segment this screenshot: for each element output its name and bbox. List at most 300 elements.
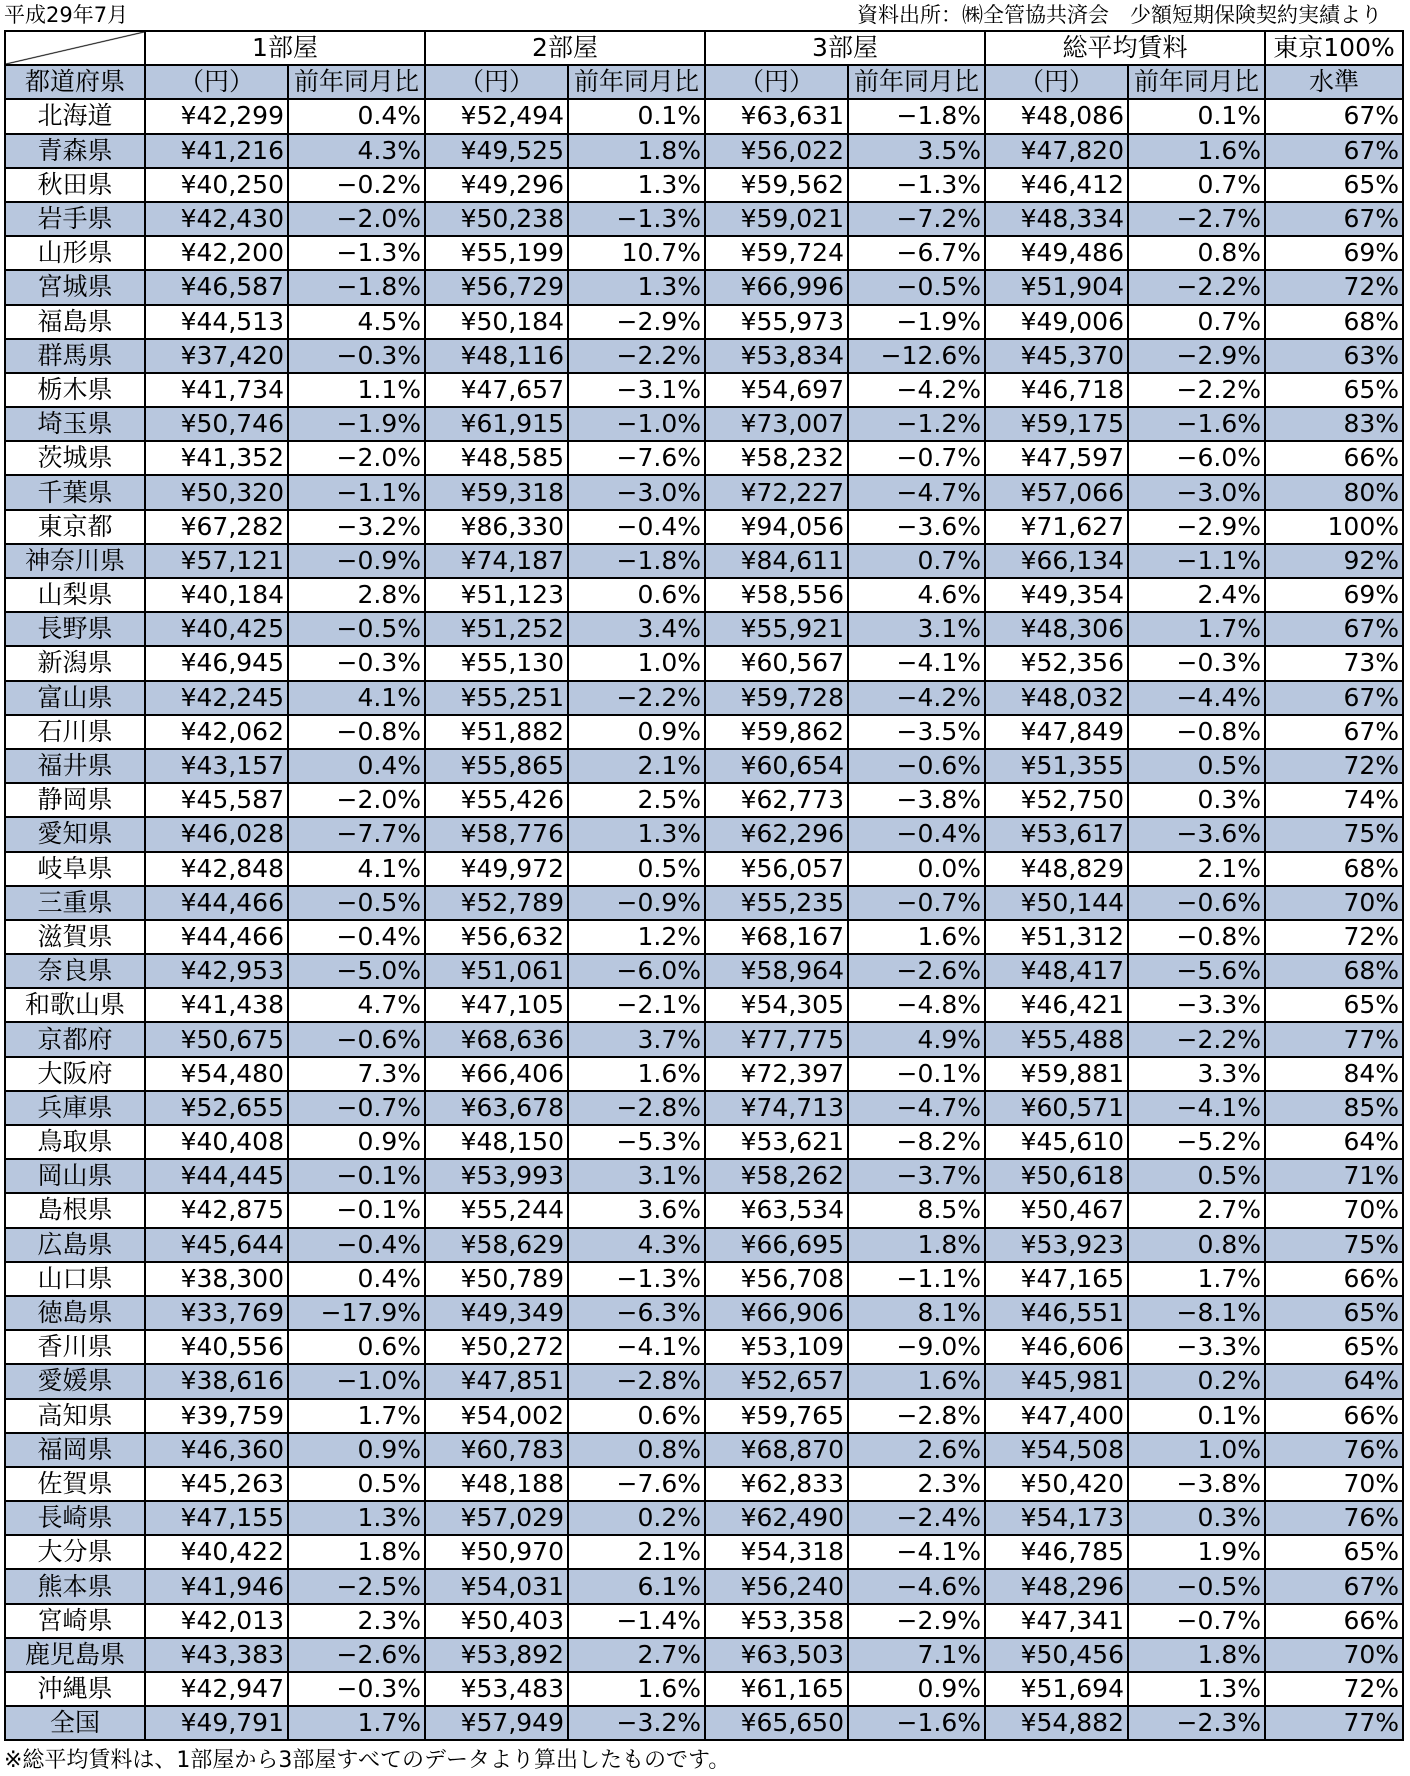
overall-yoy-cell: −3.3% — [1128, 988, 1265, 1022]
room1-yoy-cell: 1.7% — [288, 1399, 425, 1433]
room3-yoy-cell: −4.7% — [848, 475, 985, 509]
room3-rent-cell: ¥63,503 — [705, 1638, 848, 1672]
overall-rent-cell: ¥47,849 — [985, 715, 1128, 749]
overall-yoy-cell: −8.1% — [1128, 1296, 1265, 1330]
tokyo-index-cell: 66% — [1265, 1262, 1403, 1296]
room1-rent-cell: ¥41,216 — [145, 134, 288, 168]
overall-rent-cell: ¥48,296 — [985, 1569, 1128, 1603]
room1-yoy-cell: 0.6% — [288, 1330, 425, 1364]
room1-rent-cell: ¥45,644 — [145, 1228, 288, 1262]
tokyo-index-cell: 65% — [1265, 1296, 1403, 1330]
room1-yoy-cell: −0.1% — [288, 1159, 425, 1193]
tokyo-index-cell: 65% — [1265, 1330, 1403, 1364]
room3-yoy-cell: −3.7% — [848, 1159, 985, 1193]
room1-yoy-cell: −0.7% — [288, 1091, 425, 1125]
tokyo-index-cell: 67% — [1265, 1569, 1403, 1603]
tokyo-index-cell: 71% — [1265, 1159, 1403, 1193]
tokyo-index-cell: 69% — [1265, 236, 1403, 270]
tokyo-index-cell: 75% — [1265, 817, 1403, 851]
tokyo-index-cell: 70% — [1265, 1193, 1403, 1227]
tokyo-index-cell: 70% — [1265, 886, 1403, 920]
table-row — [5, 1501, 1403, 1535]
table-row — [5, 168, 1403, 202]
prefecture-cell: 奈良県 — [5, 954, 145, 988]
prefecture-cell: 栃木県 — [5, 373, 145, 407]
tokyo-index-cell: 75% — [1265, 1228, 1403, 1262]
prefecture-cell: 鳥取県 — [5, 1125, 145, 1159]
overall-yoy-cell: −2.2% — [1128, 270, 1265, 304]
overall-rent-cell: ¥48,086 — [985, 99, 1128, 133]
room3-rent-cell: ¥56,708 — [705, 1262, 848, 1296]
table-row — [5, 1604, 1403, 1638]
corner-cell — [5, 31, 145, 65]
overall-rent-cell: ¥46,718 — [985, 373, 1128, 407]
header-row-2 — [5, 65, 1403, 99]
room1-rent-cell: ¥37,420 — [145, 339, 288, 373]
table-row — [5, 954, 1403, 988]
room2-yoy-cell: −1.0% — [568, 407, 705, 441]
room1-yoy-cell: 2.8% — [288, 578, 425, 612]
table-row — [5, 612, 1403, 646]
prefecture-cell: 東京都 — [5, 510, 145, 544]
room3-yoy-cell: −2.6% — [848, 954, 985, 988]
tokyo-index-cell: 76% — [1265, 1433, 1403, 1467]
room3-yoy-cell: −3.8% — [848, 783, 985, 817]
room2-yoy-cell: −6.0% — [568, 954, 705, 988]
prefecture-cell: 長崎県 — [5, 1501, 145, 1535]
room3-yoy-cell: 0.0% — [848, 852, 985, 886]
table-row — [5, 1159, 1403, 1193]
prefecture-cell: 愛知県 — [5, 817, 145, 851]
room2-yoy-cell: −1.8% — [568, 544, 705, 578]
room1-yoy-cell: −7.7% — [288, 817, 425, 851]
room2-rent-cell: ¥55,865 — [425, 749, 568, 783]
room1-yoy-cell: 4.5% — [288, 305, 425, 339]
room2-yoy-cell: 0.8% — [568, 1433, 705, 1467]
room3-rent-cell: ¥60,654 — [705, 749, 848, 783]
prefecture-cell: 和歌山県 — [5, 988, 145, 1022]
table-row — [5, 920, 1403, 954]
room2-rent-cell: ¥55,251 — [425, 681, 568, 715]
room3-yoy-cell: −3.6% — [848, 510, 985, 544]
table-row — [5, 1330, 1403, 1364]
tokyo-index-cell: 77% — [1265, 1706, 1403, 1740]
overall-rent-cell: ¥47,400 — [985, 1399, 1128, 1433]
room2-yoy-cell: 1.3% — [568, 817, 705, 851]
room1-rent-cell: ¥46,587 — [145, 270, 288, 304]
table-row — [5, 715, 1403, 749]
room2-rent-cell: ¥55,426 — [425, 783, 568, 817]
room2-rent-cell: ¥60,783 — [425, 1433, 568, 1467]
room3-yoy-cell: 1.8% — [848, 1228, 985, 1262]
room2-yoy-cell: −5.3% — [568, 1125, 705, 1159]
room3-yoy-cell: 2.6% — [848, 1433, 985, 1467]
overall-rent-cell: ¥52,356 — [985, 646, 1128, 680]
room3-rent-cell: ¥61,165 — [705, 1672, 848, 1706]
table-row — [5, 988, 1403, 1022]
room2-rent-cell: ¥50,184 — [425, 305, 568, 339]
room1-yoy-cell: −1.0% — [288, 1364, 425, 1398]
tokyo-index-cell: 100% — [1265, 510, 1403, 544]
tokyo-index-cell: 66% — [1265, 1604, 1403, 1638]
tokyo-index-cell: 65% — [1265, 168, 1403, 202]
col-room3-yoy: 前年同月比 — [848, 65, 985, 99]
room2-yoy-cell: 1.0% — [568, 646, 705, 680]
overall-yoy-cell: 1.8% — [1128, 1638, 1265, 1672]
room3-yoy-cell: −3.5% — [848, 715, 985, 749]
overall-yoy-cell: −2.9% — [1128, 339, 1265, 373]
overall-rent-cell: ¥54,173 — [985, 1501, 1128, 1535]
room3-rent-cell: ¥54,697 — [705, 373, 848, 407]
tokyo-index-cell: 72% — [1265, 749, 1403, 783]
overall-rent-cell: ¥46,551 — [985, 1296, 1128, 1330]
overall-yoy-cell: 0.1% — [1128, 1399, 1265, 1433]
overall-yoy-cell: 0.2% — [1128, 1364, 1265, 1398]
room3-yoy-cell: −4.7% — [848, 1091, 985, 1125]
prefecture-cell: 徳島県 — [5, 1296, 145, 1330]
tokyo-index-cell: 68% — [1265, 954, 1403, 988]
room2-rent-cell: ¥48,150 — [425, 1125, 568, 1159]
room2-rent-cell: ¥49,349 — [425, 1296, 568, 1330]
prefecture-cell: 大阪府 — [5, 1057, 145, 1091]
room1-yoy-cell: −17.9% — [288, 1296, 425, 1330]
room1-yoy-cell: 2.3% — [288, 1604, 425, 1638]
room3-rent-cell: ¥58,262 — [705, 1159, 848, 1193]
prefecture-cell: 山口県 — [5, 1262, 145, 1296]
room3-yoy-cell: −0.7% — [848, 886, 985, 920]
room2-rent-cell: ¥66,406 — [425, 1057, 568, 1091]
room1-rent-cell: ¥43,157 — [145, 749, 288, 783]
prefecture-cell: 大分県 — [5, 1535, 145, 1569]
room1-rent-cell: ¥67,282 — [145, 510, 288, 544]
overall-yoy-cell: 0.8% — [1128, 1228, 1265, 1262]
room3-rent-cell: ¥53,834 — [705, 339, 848, 373]
room3-yoy-cell: −4.2% — [848, 681, 985, 715]
room3-rent-cell: ¥59,862 — [705, 715, 848, 749]
table-row — [5, 817, 1403, 851]
room3-yoy-cell: −6.7% — [848, 236, 985, 270]
room2-rent-cell: ¥48,116 — [425, 339, 568, 373]
room2-rent-cell: ¥51,252 — [425, 612, 568, 646]
room1-yoy-cell: −2.0% — [288, 783, 425, 817]
room2-rent-cell: ¥56,632 — [425, 920, 568, 954]
room1-rent-cell: ¥42,062 — [145, 715, 288, 749]
room3-yoy-cell: −0.5% — [848, 270, 985, 304]
col-overall: 総平均賃料 — [985, 31, 1265, 65]
table-row — [5, 270, 1403, 304]
prefecture-cell: 佐賀県 — [5, 1467, 145, 1501]
tokyo-index-cell: 67% — [1265, 612, 1403, 646]
overall-yoy-cell: 1.7% — [1128, 612, 1265, 646]
overall-rent-cell: ¥45,610 — [985, 1125, 1128, 1159]
room3-rent-cell: ¥66,996 — [705, 270, 848, 304]
overall-rent-cell: ¥47,341 — [985, 1604, 1128, 1638]
room1-yoy-cell: 0.4% — [288, 99, 425, 133]
room3-yoy-cell: −7.2% — [848, 202, 985, 236]
table-row — [5, 1193, 1403, 1227]
table-row — [5, 1433, 1403, 1467]
prefecture-cell: 岡山県 — [5, 1159, 145, 1193]
room1-rent-cell: ¥57,121 — [145, 544, 288, 578]
room1-yoy-cell: 4.1% — [288, 681, 425, 715]
room1-rent-cell: ¥41,946 — [145, 1569, 288, 1603]
room2-yoy-cell: 1.3% — [568, 168, 705, 202]
room3-rent-cell: ¥74,713 — [705, 1091, 848, 1125]
table-row — [5, 1706, 1403, 1740]
room1-rent-cell: ¥50,746 — [145, 407, 288, 441]
overall-rent-cell: ¥55,488 — [985, 1022, 1128, 1056]
room1-yoy-cell: −2.5% — [288, 1569, 425, 1603]
overall-rent-cell: ¥52,750 — [985, 783, 1128, 817]
room3-rent-cell: ¥59,562 — [705, 168, 848, 202]
room2-yoy-cell: −1.3% — [568, 1262, 705, 1296]
room1-rent-cell: ¥40,184 — [145, 578, 288, 612]
overall-rent-cell: ¥47,820 — [985, 134, 1128, 168]
room2-yoy-cell: −0.9% — [568, 886, 705, 920]
room1-rent-cell: ¥44,466 — [145, 886, 288, 920]
room2-rent-cell: ¥59,318 — [425, 475, 568, 509]
source-label: 資料出所：㈱全管協共済会 少額短期保険契約実績より — [857, 3, 1382, 27]
room1-rent-cell: ¥40,408 — [145, 1125, 288, 1159]
overall-yoy-cell: −3.8% — [1128, 1467, 1265, 1501]
tokyo-index-cell: 67% — [1265, 134, 1403, 168]
tokyo-index-cell: 85% — [1265, 1091, 1403, 1125]
room1-rent-cell: ¥38,300 — [145, 1262, 288, 1296]
room1-rent-cell: ¥40,556 — [145, 1330, 288, 1364]
room1-yoy-cell: 7.3% — [288, 1057, 425, 1091]
tokyo-index-cell: 92% — [1265, 544, 1403, 578]
col-prefecture: 都道府県 — [5, 65, 145, 99]
room3-yoy-cell: −4.1% — [848, 646, 985, 680]
room1-yoy-cell: 1.1% — [288, 373, 425, 407]
room3-rent-cell: ¥54,305 — [705, 988, 848, 1022]
col-room3: 3部屋 — [705, 31, 985, 65]
overall-rent-cell: ¥46,421 — [985, 988, 1128, 1022]
overall-yoy-cell: −0.7% — [1128, 1604, 1265, 1638]
room2-yoy-cell: 2.7% — [568, 1638, 705, 1672]
room3-yoy-cell: −1.6% — [848, 1706, 985, 1740]
room1-yoy-cell: 0.4% — [288, 749, 425, 783]
table-row — [5, 1399, 1403, 1433]
tokyo-index-cell: 73% — [1265, 646, 1403, 680]
room3-yoy-cell: −12.6% — [848, 339, 985, 373]
prefecture-cell: 島根県 — [5, 1193, 145, 1227]
overall-rent-cell: ¥45,981 — [985, 1364, 1128, 1398]
tokyo-index-cell: 72% — [1265, 1672, 1403, 1706]
table-row — [5, 1467, 1403, 1501]
room2-rent-cell: ¥53,483 — [425, 1672, 568, 1706]
col-room1-yoy: 前年同月比 — [288, 65, 425, 99]
room2-rent-cell: ¥52,494 — [425, 99, 568, 133]
prefecture-cell: 山形県 — [5, 236, 145, 270]
room1-yoy-cell: 1.7% — [288, 1706, 425, 1740]
header-row-1 — [5, 31, 1403, 65]
col-overall-yen: （円） — [985, 65, 1128, 99]
room1-rent-cell: ¥54,480 — [145, 1057, 288, 1091]
prefecture-cell: 福岡県 — [5, 1433, 145, 1467]
room2-rent-cell: ¥58,776 — [425, 817, 568, 851]
overall-yoy-cell: −2.9% — [1128, 510, 1265, 544]
room2-yoy-cell: 0.6% — [568, 578, 705, 612]
overall-yoy-cell: −2.3% — [1128, 1706, 1265, 1740]
room3-yoy-cell: 8.5% — [848, 1193, 985, 1227]
overall-rent-cell: ¥51,312 — [985, 920, 1128, 954]
table-row — [5, 99, 1403, 133]
period-label: 平成29年7月 — [4, 3, 129, 27]
overall-yoy-cell: −0.8% — [1128, 920, 1265, 954]
tokyo-index-cell: 72% — [1265, 270, 1403, 304]
room2-yoy-cell: 3.4% — [568, 612, 705, 646]
table-row — [5, 441, 1403, 475]
overall-yoy-cell: 0.8% — [1128, 236, 1265, 270]
tokyo-index-cell: 64% — [1265, 1364, 1403, 1398]
room1-yoy-cell: −0.3% — [288, 339, 425, 373]
tokyo-index-cell: 72% — [1265, 920, 1403, 954]
room2-rent-cell: ¥53,993 — [425, 1159, 568, 1193]
room2-rent-cell: ¥49,525 — [425, 134, 568, 168]
room3-rent-cell: ¥68,870 — [705, 1433, 848, 1467]
overall-yoy-cell: 2.1% — [1128, 852, 1265, 886]
overall-yoy-cell: 1.3% — [1128, 1672, 1265, 1706]
room2-yoy-cell: −3.2% — [568, 1706, 705, 1740]
overall-yoy-cell: 0.7% — [1128, 168, 1265, 202]
room1-rent-cell: ¥46,360 — [145, 1433, 288, 1467]
room1-rent-cell: ¥45,587 — [145, 783, 288, 817]
overall-rent-cell: ¥50,618 — [985, 1159, 1128, 1193]
room3-rent-cell: ¥72,227 — [705, 475, 848, 509]
room3-yoy-cell: 1.6% — [848, 920, 985, 954]
room3-yoy-cell: −0.6% — [848, 749, 985, 783]
room1-yoy-cell: −0.8% — [288, 715, 425, 749]
room3-rent-cell: ¥66,906 — [705, 1296, 848, 1330]
room1-yoy-cell: −2.0% — [288, 441, 425, 475]
room2-rent-cell: ¥48,188 — [425, 1467, 568, 1501]
room2-rent-cell: ¥86,330 — [425, 510, 568, 544]
room3-yoy-cell: 7.1% — [848, 1638, 985, 1672]
room3-yoy-cell: 8.1% — [848, 1296, 985, 1330]
room2-yoy-cell: 1.6% — [568, 1057, 705, 1091]
room2-yoy-cell: −1.4% — [568, 1604, 705, 1638]
room1-yoy-cell: −5.0% — [288, 954, 425, 988]
tokyo-index-cell: 66% — [1265, 1399, 1403, 1433]
room2-yoy-cell: −0.4% — [568, 510, 705, 544]
table-row — [5, 1022, 1403, 1056]
room2-yoy-cell: 0.2% — [568, 1501, 705, 1535]
tokyo-index-cell: 76% — [1265, 1501, 1403, 1535]
room2-rent-cell: ¥49,972 — [425, 852, 568, 886]
room1-rent-cell: ¥42,245 — [145, 681, 288, 715]
overall-rent-cell: ¥46,412 — [985, 168, 1128, 202]
overall-yoy-cell: −3.6% — [1128, 817, 1265, 851]
overall-yoy-cell: 0.5% — [1128, 1159, 1265, 1193]
overall-yoy-cell: −6.0% — [1128, 441, 1265, 475]
col-room1-yen: （円） — [145, 65, 288, 99]
overall-yoy-cell: −2.7% — [1128, 202, 1265, 236]
room3-yoy-cell: 0.9% — [848, 1672, 985, 1706]
room3-yoy-cell: −0.7% — [848, 441, 985, 475]
overall-yoy-cell: −0.3% — [1128, 646, 1265, 680]
overall-yoy-cell: −2.2% — [1128, 1022, 1265, 1056]
room1-rent-cell: ¥43,383 — [145, 1638, 288, 1672]
room1-rent-cell: ¥42,953 — [145, 954, 288, 988]
overall-rent-cell: ¥59,881 — [985, 1057, 1128, 1091]
overall-yoy-cell: −1.1% — [1128, 544, 1265, 578]
room1-yoy-cell: 4.1% — [288, 852, 425, 886]
table-row — [5, 1228, 1403, 1262]
prefecture-cell: 富山県 — [5, 681, 145, 715]
overall-yoy-cell: 0.7% — [1128, 305, 1265, 339]
room2-yoy-cell: 10.7% — [568, 236, 705, 270]
prefecture-cell: 沖縄県 — [5, 1672, 145, 1706]
overall-rent-cell: ¥45,370 — [985, 339, 1128, 373]
overall-yoy-cell: 0.3% — [1128, 1501, 1265, 1535]
room3-rent-cell: ¥77,775 — [705, 1022, 848, 1056]
room1-rent-cell: ¥42,875 — [145, 1193, 288, 1227]
overall-rent-cell: ¥51,904 — [985, 270, 1128, 304]
overall-yoy-cell: −0.5% — [1128, 1569, 1265, 1603]
room1-yoy-cell: −0.4% — [288, 1228, 425, 1262]
room2-yoy-cell: 6.1% — [568, 1569, 705, 1603]
tokyo-index-cell: 67% — [1265, 715, 1403, 749]
room3-rent-cell: ¥59,021 — [705, 202, 848, 236]
room1-rent-cell: ¥40,425 — [145, 612, 288, 646]
room2-yoy-cell: −2.8% — [568, 1091, 705, 1125]
table-row — [5, 339, 1403, 373]
overall-yoy-cell: −2.2% — [1128, 373, 1265, 407]
table-row — [5, 1057, 1403, 1091]
room2-yoy-cell: −7.6% — [568, 441, 705, 475]
room3-rent-cell: ¥58,232 — [705, 441, 848, 475]
col-tokyo-level: 水準 — [1265, 65, 1403, 99]
room3-yoy-cell: −1.8% — [848, 99, 985, 133]
room2-yoy-cell: 0.9% — [568, 715, 705, 749]
prefecture-cell: 青森県 — [5, 134, 145, 168]
room1-rent-cell: ¥38,616 — [145, 1364, 288, 1398]
room3-yoy-cell: −1.1% — [848, 1262, 985, 1296]
table-row — [5, 783, 1403, 817]
room2-yoy-cell: 1.6% — [568, 1672, 705, 1706]
overall-rent-cell: ¥50,467 — [985, 1193, 1128, 1227]
room3-rent-cell: ¥59,765 — [705, 1399, 848, 1433]
prefecture-cell: 石川県 — [5, 715, 145, 749]
room1-yoy-cell: −3.2% — [288, 510, 425, 544]
room1-yoy-cell: −1.1% — [288, 475, 425, 509]
overall-rent-cell: ¥49,486 — [985, 236, 1128, 270]
tokyo-index-cell: 74% — [1265, 783, 1403, 817]
overall-yoy-cell: −0.6% — [1128, 886, 1265, 920]
overall-yoy-cell: 1.7% — [1128, 1262, 1265, 1296]
room1-rent-cell: ¥52,655 — [145, 1091, 288, 1125]
prefecture-cell: 長野県 — [5, 612, 145, 646]
room1-yoy-cell: −0.4% — [288, 920, 425, 954]
prefecture-cell: 香川県 — [5, 1330, 145, 1364]
overall-yoy-cell: −0.8% — [1128, 715, 1265, 749]
room3-yoy-cell: −2.9% — [848, 1604, 985, 1638]
room2-yoy-cell: 4.3% — [568, 1228, 705, 1262]
table-row — [5, 373, 1403, 407]
room1-rent-cell: ¥45,263 — [145, 1467, 288, 1501]
tokyo-index-cell: 80% — [1265, 475, 1403, 509]
overall-rent-cell: ¥46,785 — [985, 1535, 1128, 1569]
room2-rent-cell: ¥55,130 — [425, 646, 568, 680]
overall-rent-cell: ¥51,694 — [985, 1672, 1128, 1706]
room1-rent-cell: ¥44,513 — [145, 305, 288, 339]
table-row — [5, 1364, 1403, 1398]
room1-rent-cell: ¥42,299 — [145, 99, 288, 133]
room2-rent-cell: ¥50,238 — [425, 202, 568, 236]
room2-yoy-cell: 3.7% — [568, 1022, 705, 1056]
room1-rent-cell: ¥41,438 — [145, 988, 288, 1022]
